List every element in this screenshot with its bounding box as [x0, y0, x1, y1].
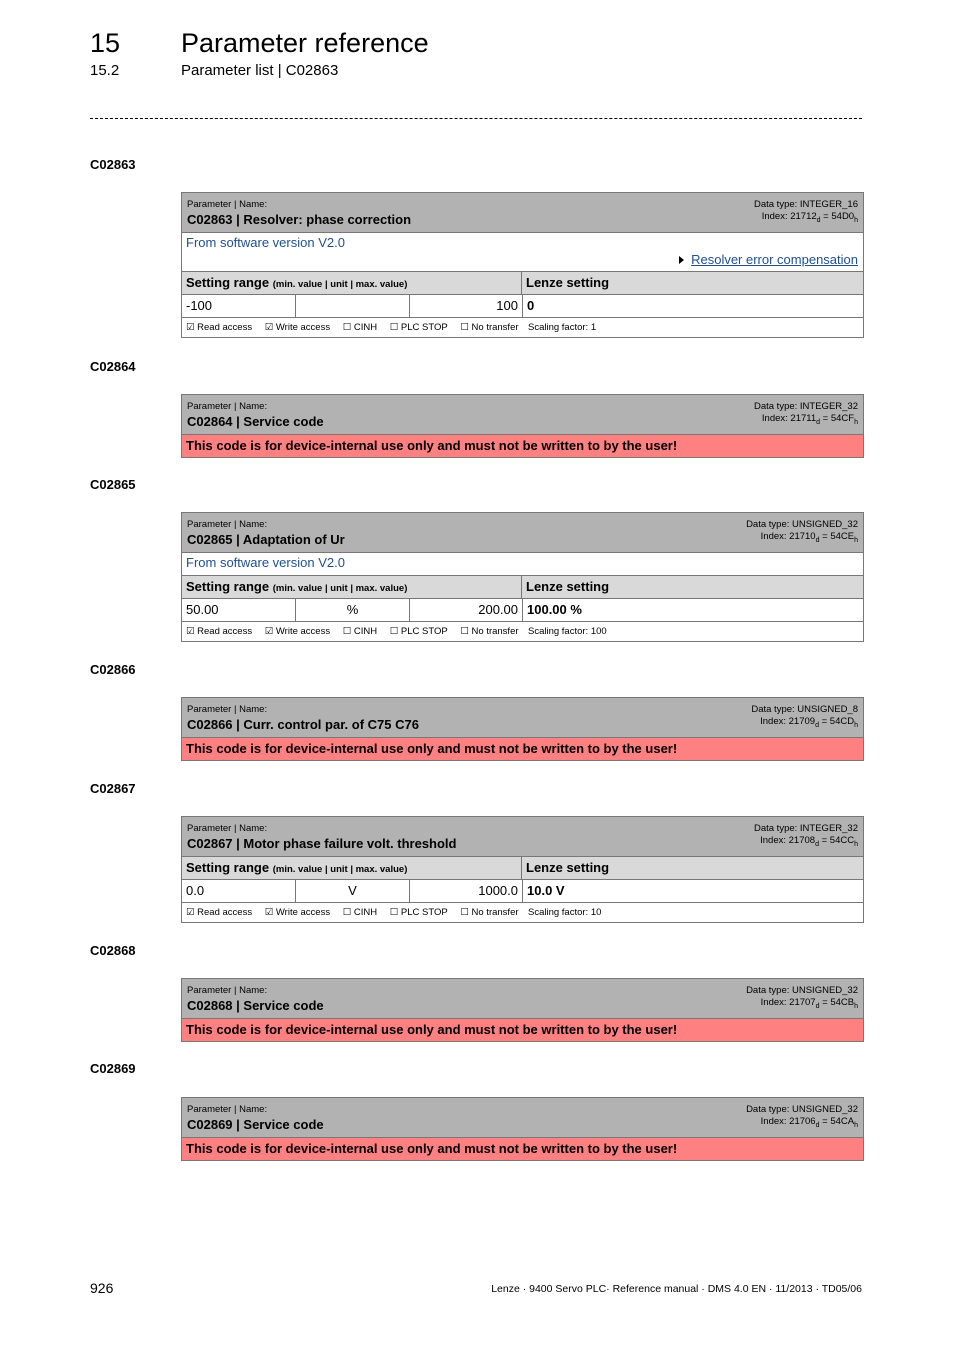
read-access-flag: ☑ Read access	[186, 626, 253, 637]
param-heading-c02865: C02865	[90, 477, 136, 492]
param-header	[182, 395, 863, 435]
unit-value: %	[296, 599, 410, 621]
data-type: Data type: UNSIGNED_8	[751, 704, 858, 715]
chapter-title: Parameter reference	[181, 28, 429, 58]
version-row	[182, 233, 863, 272]
param-title: C02865 | Adaptation of Ur	[187, 532, 345, 547]
param-title: C02869 | Service code	[187, 1117, 324, 1132]
param-header	[182, 1098, 863, 1138]
param-title: C02866 | Curr. control par. of C75 C76	[187, 717, 419, 732]
param-header	[182, 193, 863, 233]
plc-stop-flag: ☐ PLC STOP	[389, 322, 448, 333]
arrow-right-icon	[679, 256, 684, 264]
data-type: Data type: INTEGER_32	[753, 401, 858, 412]
param-title: C02863 | Resolver: phase correction	[187, 212, 412, 227]
read-access-flag: ☑ Read access	[186, 322, 253, 333]
param-name-label: Parameter | Name:	[187, 823, 268, 834]
max-value: 100	[410, 295, 523, 317]
param-name-label: Parameter | Name:	[187, 401, 268, 412]
unit-value	[296, 295, 410, 317]
no-transfer-flag: ☐ No transfer	[460, 322, 519, 333]
data-type: Data type: UNSIGNED_32	[746, 519, 858, 530]
setting-range-header: Setting range (min. value | unit | max. value)	[182, 857, 522, 879]
param-title: C02868 | Service code	[187, 998, 324, 1013]
read-access-flag: ☑ Read access	[186, 907, 253, 918]
cinh-flag: ☐ CINH	[342, 907, 378, 918]
param-name-label: Parameter | Name:	[187, 199, 268, 210]
write-access-flag: ☑ Write access	[264, 626, 331, 637]
min-value: 50.00	[182, 599, 296, 621]
plc-stop-flag: ☐ PLC STOP	[389, 907, 448, 918]
param-heading-c02864: C02864	[90, 359, 136, 374]
param-table-c02863	[181, 192, 864, 338]
no-transfer-flag: ☐ No transfer	[460, 626, 519, 637]
write-access-flag: ☑ Write access	[264, 907, 331, 918]
setting-range-header: Setting range (min. value | unit | max. value)	[182, 272, 522, 294]
setting-range-header: Setting range (min. value | unit | max. value)	[182, 576, 522, 598]
param-title: C02867 | Motor phase failure volt. threshold	[187, 836, 457, 851]
param-heading-c02869: C02869	[90, 1061, 136, 1076]
param-title: C02864 | Service code	[187, 414, 324, 429]
param-index: Index: $21712_d = 54D0_h$	[761, 211, 858, 224]
internal-use-warning: This code is for device-internal use only and must not be written to by the user!	[182, 738, 863, 760]
data-type: Data type: INTEGER_16	[753, 199, 858, 210]
range-header-row	[182, 272, 863, 295]
max-value: 1000.0	[410, 880, 523, 902]
lenze-value: 10.0 V	[527, 883, 565, 898]
access-row	[182, 318, 863, 337]
unit-value: V	[296, 880, 410, 902]
version-text: From software version V2.0	[186, 235, 345, 250]
lenze-setting-header: Lenze setting	[526, 275, 610, 290]
version-row	[182, 553, 863, 576]
chapter-number: 15	[90, 28, 121, 58]
min-value: 0.0	[182, 880, 296, 902]
param-table-c02868	[181, 978, 864, 1042]
param-index: Index: $21707_d = 54CB_h$	[760, 997, 858, 1010]
param-header	[182, 513, 863, 553]
lenze-value: 100.00 %	[527, 602, 582, 617]
param-index: Index: $21708_d = 54CC_h$	[760, 835, 858, 848]
param-name-label: Parameter | Name:	[187, 1104, 268, 1115]
param-index: Index: $21710_d = 54CE_h$	[760, 531, 858, 544]
data-type: Data type: INTEGER_32	[753, 823, 858, 834]
param-header	[182, 698, 863, 738]
lenze-value: 0	[527, 298, 535, 313]
param-table-c02869	[181, 1097, 864, 1161]
access-row	[182, 622, 863, 641]
write-access-flag: ☑ Write access	[264, 322, 331, 333]
min-value: -100	[182, 295, 296, 317]
document-reference: Lenze · 9400 Servo PLC· Reference manual · DMS 4.0 EN · 11/2013 · TD05/06	[491, 1283, 862, 1295]
lenze-setting-header: Lenze setting	[526, 860, 610, 875]
param-index: Index: $21706_d = 54CA_h$	[760, 1116, 858, 1129]
plc-stop-flag: ☐ PLC STOP	[389, 626, 448, 637]
param-heading-c02863: C02863	[90, 157, 136, 172]
param-index: Index: $21709_d = 54CD_h$	[760, 716, 858, 729]
param-header	[182, 817, 863, 857]
scaling-factor: Scaling factor: 10	[528, 907, 602, 918]
value-row	[182, 295, 863, 318]
param-heading-c02868: C02868	[90, 943, 136, 958]
param-name-label: Parameter | Name:	[187, 704, 268, 715]
param-heading-c02866: C02866	[90, 662, 136, 677]
page-number: 926	[90, 1280, 114, 1296]
param-table-c02867	[181, 816, 864, 923]
internal-use-warning: This code is for device-internal use only and must not be written to by the user!	[182, 435, 863, 457]
data-type: Data type: UNSIGNED_32	[746, 985, 858, 996]
scaling-factor: Scaling factor: 100	[528, 626, 607, 637]
version-text: From software version V2.0	[186, 555, 345, 570]
range-header-row	[182, 576, 863, 599]
max-value: 200.00	[410, 599, 523, 621]
section-number: 15.2	[90, 62, 120, 79]
param-table-c02866	[181, 697, 864, 761]
section-title: Parameter list | C02863	[181, 62, 339, 79]
data-type: Data type: UNSIGNED_32	[746, 1104, 858, 1115]
cinh-flag: ☐ CINH	[342, 626, 378, 637]
param-table-c02864	[181, 394, 864, 458]
param-name-label: Parameter | Name:	[187, 519, 268, 530]
range-header-row	[182, 857, 863, 880]
no-transfer-flag: ☐ No transfer	[460, 907, 519, 918]
resolver-error-compensation-link[interactable]: Resolver error compensation	[679, 250, 858, 270]
param-heading-c02867: C02867	[90, 781, 136, 796]
internal-use-warning: This code is for device-internal use only and must not be written to by the user!	[182, 1138, 863, 1160]
cinh-flag: ☐ CINH	[342, 322, 378, 333]
param-header	[182, 979, 863, 1019]
lenze-setting-header: Lenze setting	[526, 579, 610, 594]
value-row	[182, 880, 863, 903]
value-row	[182, 599, 863, 622]
scaling-factor: Scaling factor: 1	[528, 322, 597, 333]
access-row	[182, 903, 863, 922]
param-index: Index: $21711_d = 54CF_h$	[761, 413, 858, 426]
param-name-label: Parameter | Name:	[187, 985, 268, 996]
param-table-c02865	[181, 512, 864, 642]
internal-use-warning: This code is for device-internal use only and must not be written to by the user!	[182, 1019, 863, 1041]
header-dashed-rule	[90, 118, 862, 119]
